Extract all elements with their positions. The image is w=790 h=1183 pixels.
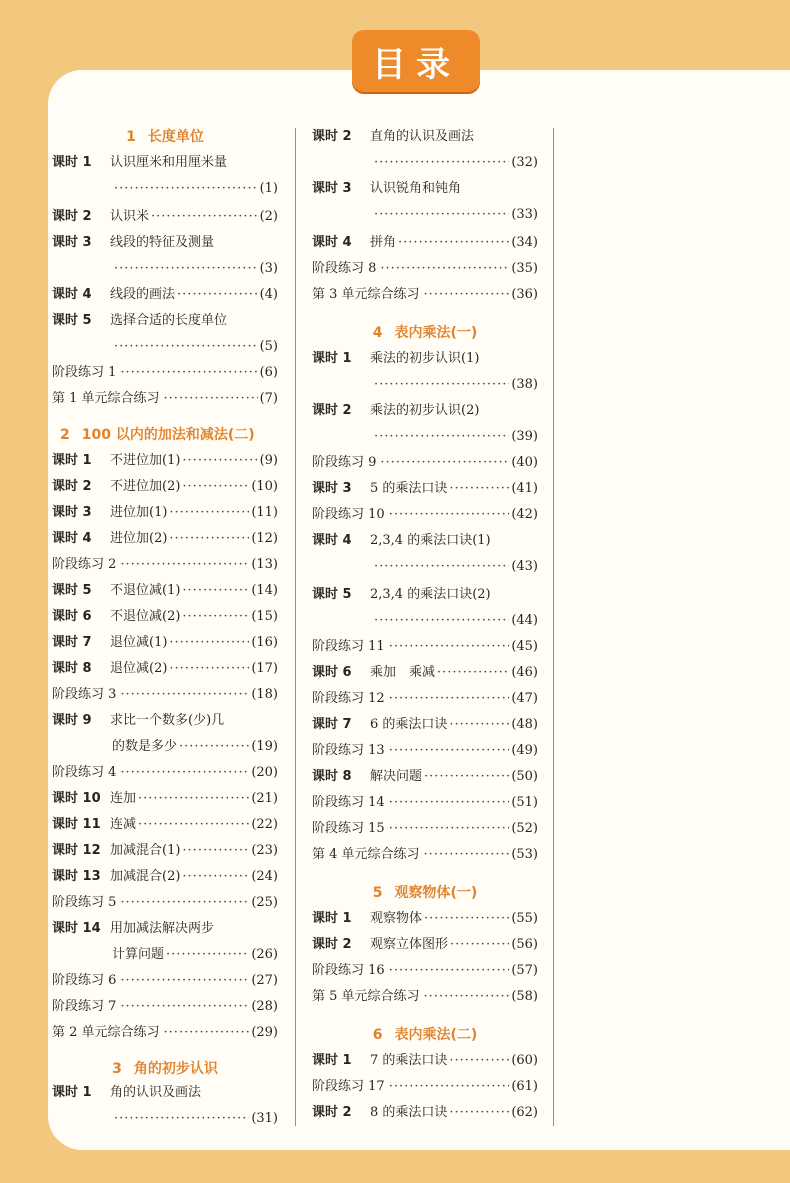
section-heading: 2 100 以内的加法和减法(二) [60, 427, 255, 443]
toc-entry[interactable]: 课时 1 角的认识及画法 ····· (31) [52, 1084, 278, 1128]
toc-entry[interactable]: 课时 7 退位减(1) ····· (16) [52, 634, 278, 652]
toc-entry[interactable]: 第 5 单元综合练习 ····· (58) [312, 988, 538, 1006]
toc-entry[interactable]: 阶段练习 3 ····· (18) [52, 686, 278, 704]
toc-entry[interactable]: 课时 11 连减 ····· (22) [52, 816, 278, 834]
toc-entry[interactable]: 课时 2 观察立体图形 ····· (56) [312, 936, 538, 954]
toc-entry[interactable]: 课时 14 用加减法解决两步 计算问题 ····· (26) [52, 920, 278, 964]
toc-entry[interactable]: 课时 2 直角的认识及画法 ····· (32) [312, 128, 538, 172]
toc-entry[interactable]: 课时 5 不退位减(1) ····· (14) [52, 582, 278, 600]
toc-entry[interactable]: 课时 3 认识锐角和钝角 ····· (33) [312, 180, 538, 224]
toc-entry[interactable]: 课时 5 2,3,4 的乘法口诀(2) ····· (44) [312, 586, 538, 630]
toc-entry[interactable]: 阶段练习 9 ····· (40) [312, 454, 538, 472]
toc-entry[interactable]: 阶段练习 14 ····· (51) [312, 794, 538, 812]
toc-entry[interactable]: 课时 3 进位加(1) ····· (11) [52, 504, 278, 522]
toc-entry[interactable]: 阶段练习 6 ····· (27) [52, 972, 278, 990]
toc-entry[interactable]: 课时 1 观察物体 ····· (55) [312, 910, 538, 928]
toc-entry[interactable]: 课时 4 线段的画法 ····· (4) [52, 286, 278, 304]
toc-entry[interactable]: 课时 12 加减混合(1) ····· (23) [52, 842, 278, 860]
section-heading: 5 观察物体(一) [372, 885, 478, 901]
toc-entry[interactable]: 阶段练习 13 ····· (49) [312, 742, 538, 760]
toc-entry[interactable]: 阶段练习 5 ····· (25) [52, 894, 278, 912]
page-title: 目录 [352, 30, 480, 92]
toc-entry[interactable]: 课时 2 认识米 ····· (2) [52, 208, 278, 226]
toc-entry[interactable]: 阶段练习 11 ····· (45) [312, 638, 538, 656]
toc-entry[interactable]: 课时 1 7 的乘法口诀 ····· (60) [312, 1052, 538, 1070]
toc-entry[interactable]: 阶段练习 15 ····· (52) [312, 820, 538, 838]
section-heading: 3 角的初步认识 [112, 1061, 218, 1077]
toc-entry[interactable]: 课时 9 求比一个数多(少)几 的数是多少 ····· (19) [52, 712, 278, 756]
toc-entry[interactable]: 课时 6 不退位减(2) ····· (15) [52, 608, 278, 626]
toc-entry[interactable]: 课时 6 乘加 乘减 ····· (46) [312, 664, 538, 682]
toc-entry[interactable]: 阶段练习 2 ····· (13) [52, 556, 278, 574]
column-divider [295, 128, 296, 1126]
toc-entry[interactable]: 课时 5 选择合适的长度单位 ····· (5) [52, 312, 278, 356]
toc-entry[interactable]: 课时 4 2,3,4 的乘法口诀(1) ····· (43) [312, 532, 538, 576]
toc-entry[interactable]: 阶段练习 12 ····· (47) [312, 690, 538, 708]
toc-entry[interactable]: 第 3 单元综合练习 ····· (36) [312, 286, 538, 304]
toc-entry[interactable]: 课时 4 进位加(2) ····· (12) [52, 530, 278, 548]
toc-entry[interactable]: 课时 1 不进位加(1) ····· (9) [52, 452, 278, 470]
toc-entry[interactable]: 课时 10 连加 ····· (21) [52, 790, 278, 808]
toc-entry[interactable]: 阶段练习 1 ····· (6) [52, 364, 278, 382]
toc-entry[interactable]: 课时 2 乘法的初步认识(2) ····· (39) [312, 402, 538, 446]
toc-entry[interactable]: 课时 8 退位减(2) ····· (17) [52, 660, 278, 678]
section-heading: 1 长度单位 [126, 129, 204, 145]
toc-entry[interactable]: 课时 3 5 的乘法口诀 ····· (41) [312, 480, 538, 498]
toc-entry[interactable]: 阶段练习 4 ····· (20) [52, 764, 278, 782]
column-divider [553, 128, 554, 1126]
toc-entry[interactable]: 课时 2 8 的乘法口诀 ····· (62) [312, 1104, 538, 1122]
toc-entry[interactable]: 课时 3 线段的特征及测量 ····· (3) [52, 234, 278, 278]
toc-entry[interactable]: 阶段练习 16 ····· (57) [312, 962, 538, 980]
toc-entry[interactable]: 阶段练习 7 ····· (28) [52, 998, 278, 1016]
toc-entry[interactable]: 阶段练习 8 ····· (35) [312, 260, 538, 278]
toc-entry[interactable]: 第 2 单元综合练习 ····· (29) [52, 1024, 278, 1042]
section-heading: 4 表内乘法(一) [372, 325, 478, 341]
toc-entry[interactable]: 课时 4 拼角 ····· (34) [312, 234, 538, 252]
toc-entry[interactable]: 阶段练习 10 ····· (42) [312, 506, 538, 524]
toc-entry[interactable]: 第 4 单元综合练习 ····· (53) [312, 846, 538, 864]
section-heading: 6 表内乘法(二) [372, 1027, 478, 1043]
toc-entry[interactable]: 阶段练习 17 ····· (61) [312, 1078, 538, 1096]
toc-entry[interactable]: 课时 13 加减混合(2) ····· (24) [52, 868, 278, 886]
toc-entry[interactable]: 课时 2 不进位加(2) ····· (10) [52, 478, 278, 496]
toc-entry[interactable]: 课时 7 6 的乘法口诀 ····· (48) [312, 716, 538, 734]
toc-entry[interactable]: 课时 1 认识厘米和用厘米量 ····· (1) [52, 154, 278, 198]
toc-entry[interactable]: 课时 1 乘法的初步认识(1) ····· (38) [312, 350, 538, 394]
toc-entry[interactable]: 课时 8 解决问题 ····· (50) [312, 768, 538, 786]
toc-entry[interactable]: 第 1 单元综合练习 ····· (7) [52, 390, 278, 408]
